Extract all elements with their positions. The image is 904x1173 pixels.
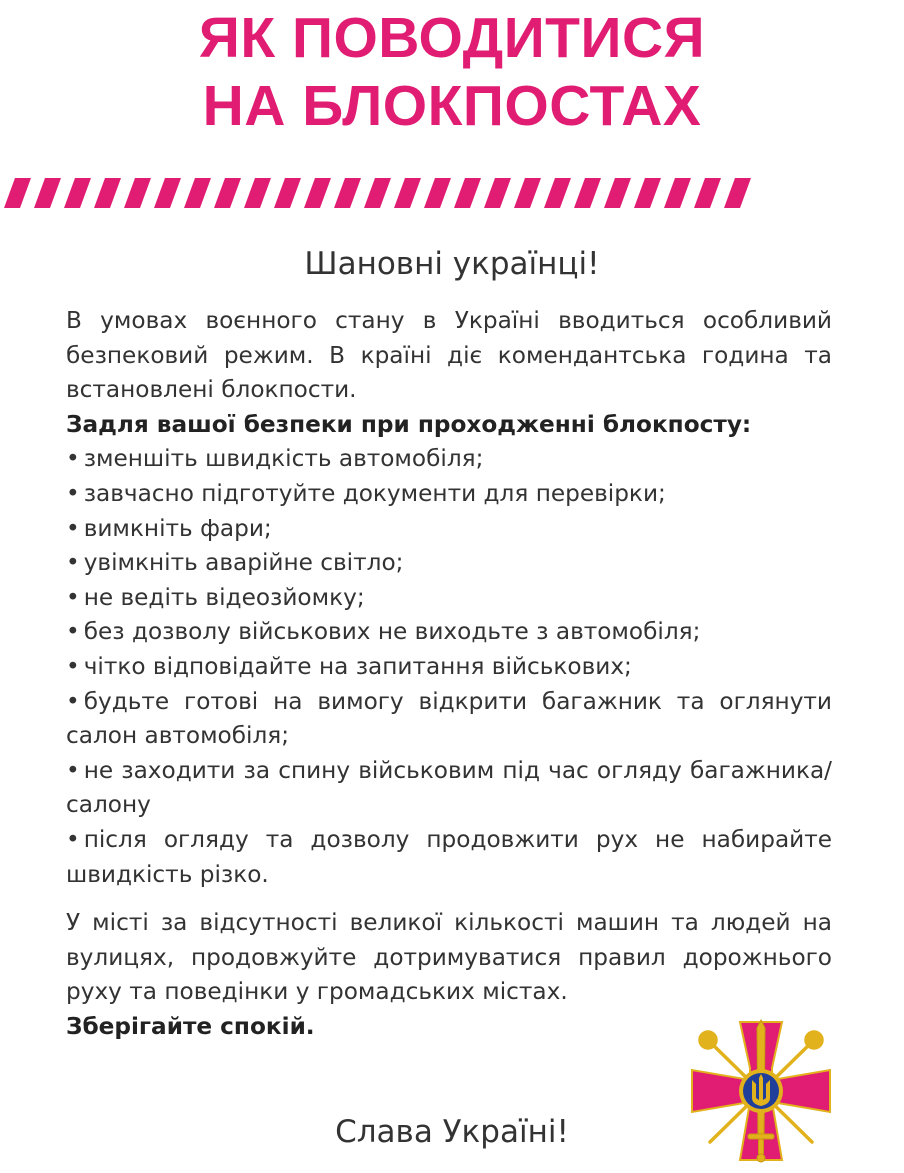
list-item: • зменшіть швидкість автомобіля;	[66, 445, 484, 473]
list-item: • будьте готові на вимогу відкрити багажник та оглянути салон автомобіля;	[66, 687, 832, 750]
tape-stripe	[274, 178, 301, 208]
tape-stripe	[604, 178, 631, 208]
title-line-1: ЯК ПОВОДИТИСЯ	[198, 6, 706, 70]
list-item: • після огляду та дозволу продовжити рух не набирайте швидкість різко.	[66, 825, 832, 888]
tape-stripe	[214, 178, 241, 208]
tape-stripe	[364, 178, 391, 208]
footer-slogan: Слава Україні!	[335, 1114, 569, 1150]
page-title	[0, 4, 904, 140]
bullet: •	[66, 652, 80, 680]
tape-stripe	[184, 178, 211, 208]
tape-stripe	[304, 178, 331, 208]
tape-stripe	[514, 178, 541, 208]
tape-stripe	[574, 178, 601, 208]
calm-statement: Зберігайте спокій.	[66, 1012, 315, 1040]
list-item: • вимкніть фари;	[66, 514, 272, 542]
armed-forces-cross-emblem-icon	[688, 1018, 834, 1164]
tape-stripe	[484, 178, 511, 208]
trident-medallion-icon	[739, 1069, 783, 1113]
bullet: •	[66, 825, 80, 853]
bullet: •	[66, 618, 80, 646]
greeting: Шановні українці!	[304, 246, 600, 282]
list-item: • не заходити за спину військовим під час огляду багажника/салону	[66, 756, 832, 819]
tape-stripe	[94, 178, 121, 208]
tape-stripe	[424, 178, 451, 208]
tape-stripe	[724, 178, 751, 208]
bullet: •	[66, 756, 80, 784]
instructions-list	[66, 442, 832, 892]
list-item: • увімкніть аварійне світло;	[66, 549, 404, 577]
bullet: •	[66, 479, 80, 507]
closing-paragraph: У місті за відсутності великої кількості машин та людей на вулицях, продовжуйте дотримуватися правил дорожнього руху та поведінки у громадських містах.	[66, 909, 832, 1006]
tape-stripe	[64, 178, 91, 208]
bullet: •	[66, 687, 80, 715]
barrier-tape-stripes	[0, 178, 760, 208]
list-item: • без дозволу військових не виходьте з автомобіля;	[66, 618, 701, 646]
list-item: • чітко відповідайте на запитання військових;	[66, 652, 632, 680]
bullet: •	[66, 583, 80, 611]
title-line-2: НА БЛОКПОСТАХ	[202, 74, 702, 138]
bullet: •	[66, 514, 80, 542]
notice-body	[66, 304, 832, 1044]
tape-stripe	[394, 178, 421, 208]
list-item: • не ведіть відеозйомку;	[66, 583, 365, 611]
instructions-heading: Задля вашої безпеки при проходженні блокпосту:	[66, 410, 752, 438]
tape-stripe	[544, 178, 571, 208]
tape-stripe	[694, 178, 721, 208]
tape-stripe	[454, 178, 481, 208]
tape-stripe	[154, 178, 181, 208]
tape-stripe	[4, 178, 31, 208]
bullet: •	[66, 445, 80, 473]
list-item: • завчасно підготуйте документи для перевірки;	[66, 479, 666, 507]
bullet: •	[66, 549, 80, 577]
tape-stripe	[244, 178, 271, 208]
tape-stripe	[634, 178, 661, 208]
tape-stripe	[34, 178, 61, 208]
tape-stripe	[124, 178, 151, 208]
intro-paragraph: В умовах воєнного стану в Україні вводиться особливий безпековий режим. В країні діє комендантська година та встановлені блокпости.	[66, 307, 832, 404]
tape-stripe	[334, 178, 361, 208]
tape-stripe	[664, 178, 691, 208]
